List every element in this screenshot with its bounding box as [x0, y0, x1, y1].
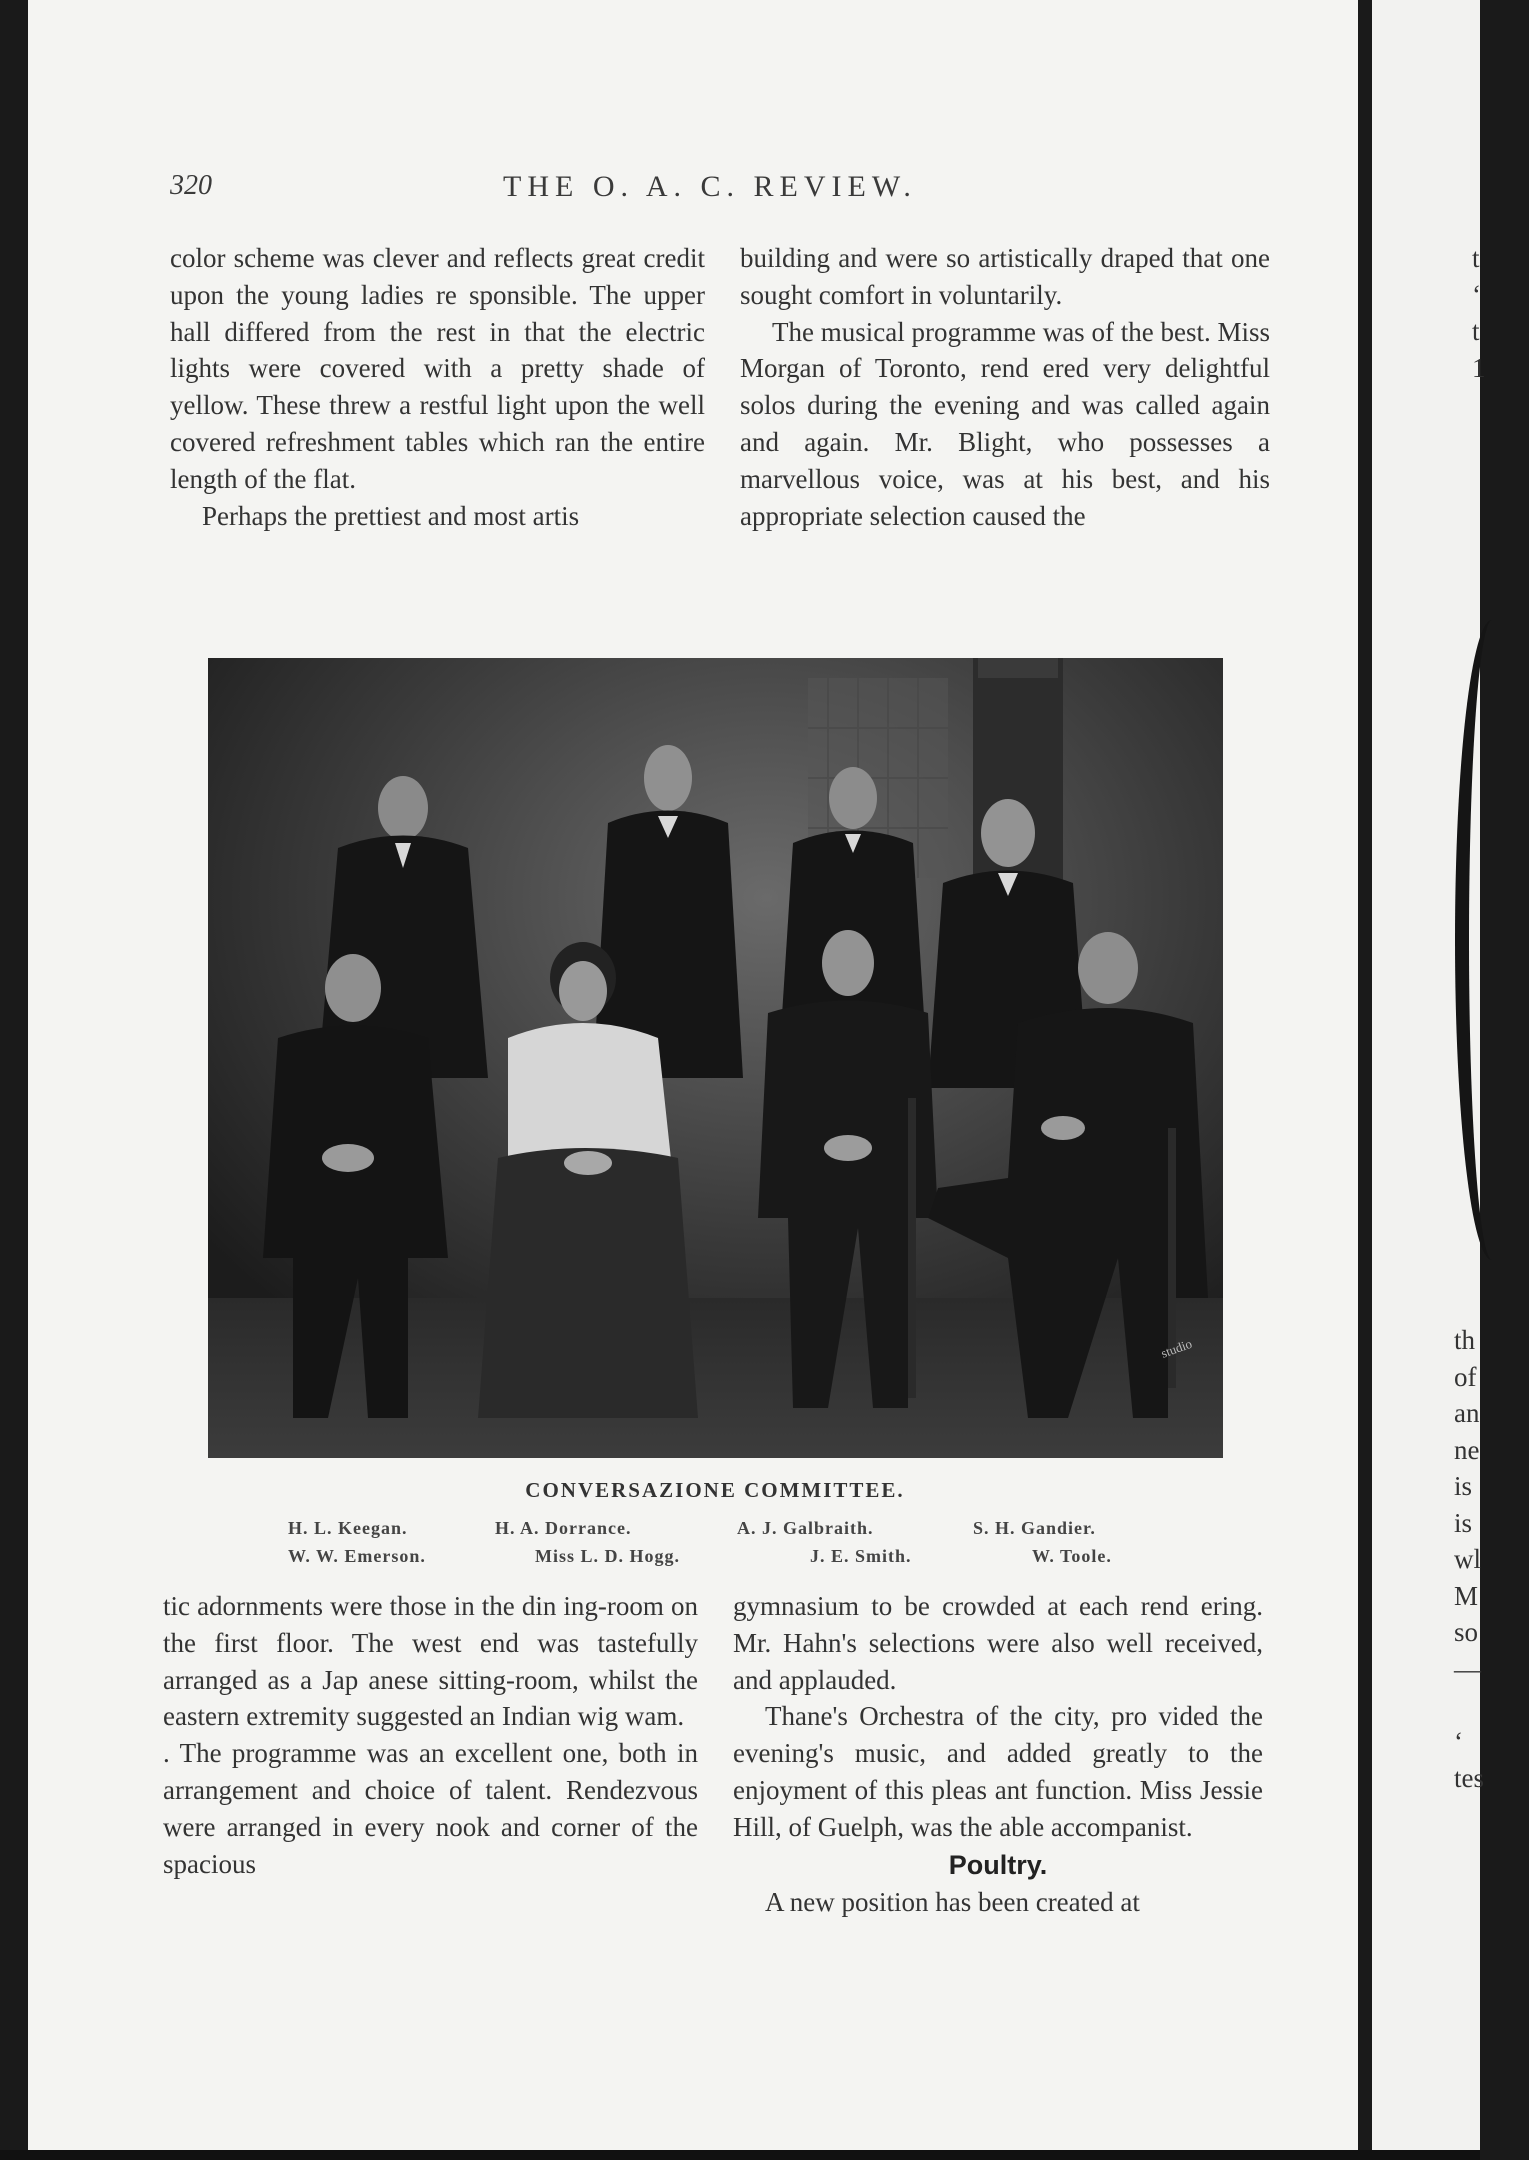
- caption-name: W. Toole.: [1032, 1546, 1112, 1566]
- paragraph: gymnasium to be crowded at each rend ering. Mr. Hahn's selections were also well received, and applauded.: [733, 1591, 1263, 1695]
- caption-names-row-2: [200, 1546, 1230, 1572]
- text-fragment: t: [1472, 243, 1480, 273]
- page-gutter: [1358, 0, 1372, 2150]
- facing-page-bottom-fragments: [1454, 1322, 1494, 1797]
- text-fragment: is: [1454, 1471, 1473, 1501]
- group-photograph: [208, 658, 1223, 1458]
- caption-name: A. J. Galbraith.: [737, 1518, 874, 1538]
- paragraph: building and were so artistically draped that one sought comfort in voluntarily.: [740, 243, 1270, 310]
- paragraph: Thane's Orchestra of the city, pro vided the evening's music, and added greatly to the enjoyment of this pleas ant function. Miss Jessie Hill, of Guelph, was the able accompanist.: [733, 1701, 1263, 1842]
- text-fragment: ‘: [1454, 1726, 1463, 1757]
- svg-text:studio: studio: [1158, 1335, 1194, 1361]
- text-fragment: M: [1454, 1580, 1479, 1611]
- paragraph: color scheme was clever and reflects great credit upon the young ladies re sponsible. The upper hall differed from the rest in that the electric lights were covered with a pretty shade of yellow. These threw a restful light upon the well covered refreshment tables which ran the entire length of the flat.: [170, 243, 705, 494]
- paragraph: A new position has been created at: [765, 1886, 1140, 1917]
- text-fragment: —: [1454, 1653, 1481, 1684]
- text-fragment: wl: [1454, 1544, 1481, 1574]
- caption-name: H. A. Dorrance.: [495, 1518, 632, 1538]
- caption-name: H. L. Keegan.: [288, 1518, 408, 1538]
- photo-caption-title: CONVERSAZIONE COMMITTEE.: [525, 1478, 905, 1502]
- column-bottom-left: [163, 1588, 698, 1882]
- section-heading: Poultry.: [948, 1849, 1048, 1880]
- text-fragment: th: [1454, 1325, 1476, 1355]
- text-fragment: tes: [1454, 1763, 1484, 1793]
- paragraph: Perhaps the prettiest and most artis: [202, 500, 580, 531]
- text-fragment: an: [1454, 1398, 1480, 1428]
- facing-page-text: [1372, 0, 1486, 2150]
- text-fragment: so: [1454, 1617, 1479, 1647]
- text-fragment: [1454, 1687, 1494, 1724]
- paragraph: . The programme was an excellent one, both in arrangement and choice of talent. Rendezvous were arranged in every nook and corner of the spacious: [163, 1738, 698, 1879]
- text-fragment: ‘: [1472, 279, 1481, 310]
- column-top-right: [740, 240, 1270, 534]
- text-fragment: t: [1472, 316, 1480, 346]
- caption-name: J. E. Smith.: [810, 1546, 912, 1566]
- text-fragment: ne: [1454, 1434, 1480, 1465]
- page-number: 320: [170, 170, 212, 201]
- paragraph: tic adornments were those in the din ing-room on the first floor. The west end was tastefully arranged as a Jap anese sitting-room, whilst the eastern extremity suggested an Indian wig wam.: [163, 1591, 698, 1732]
- column-top-left: [170, 240, 705, 534]
- column-bottom-right: [733, 1588, 1263, 1920]
- caption-name: S. H. Gandier.: [973, 1518, 1096, 1538]
- caption-name: Miss L. D. Hogg.: [535, 1546, 681, 1566]
- running-title: THE O. A. C. REVIEW.: [503, 170, 917, 203]
- text-fragment: 1: [1472, 352, 1486, 383]
- caption-names-row-1: [200, 1518, 1230, 1544]
- text-fragment: of: [1454, 1361, 1477, 1392]
- page-header: [145, 170, 1275, 220]
- paragraph: The musical programme was of the best. Miss Morgan of Toronto, rend ered very delightful solos during the evening and was called again and again. Mr. Blight, who possesses a marvellous voice, was at his best, and his appropriate selection caused the: [740, 316, 1270, 531]
- caption-name: W. W. Emerson.: [288, 1546, 426, 1566]
- facing-page-top-fragments: [1472, 240, 1492, 386]
- scan-bottom-edge: [0, 2150, 1480, 2160]
- text-fragment: is: [1454, 1507, 1473, 1538]
